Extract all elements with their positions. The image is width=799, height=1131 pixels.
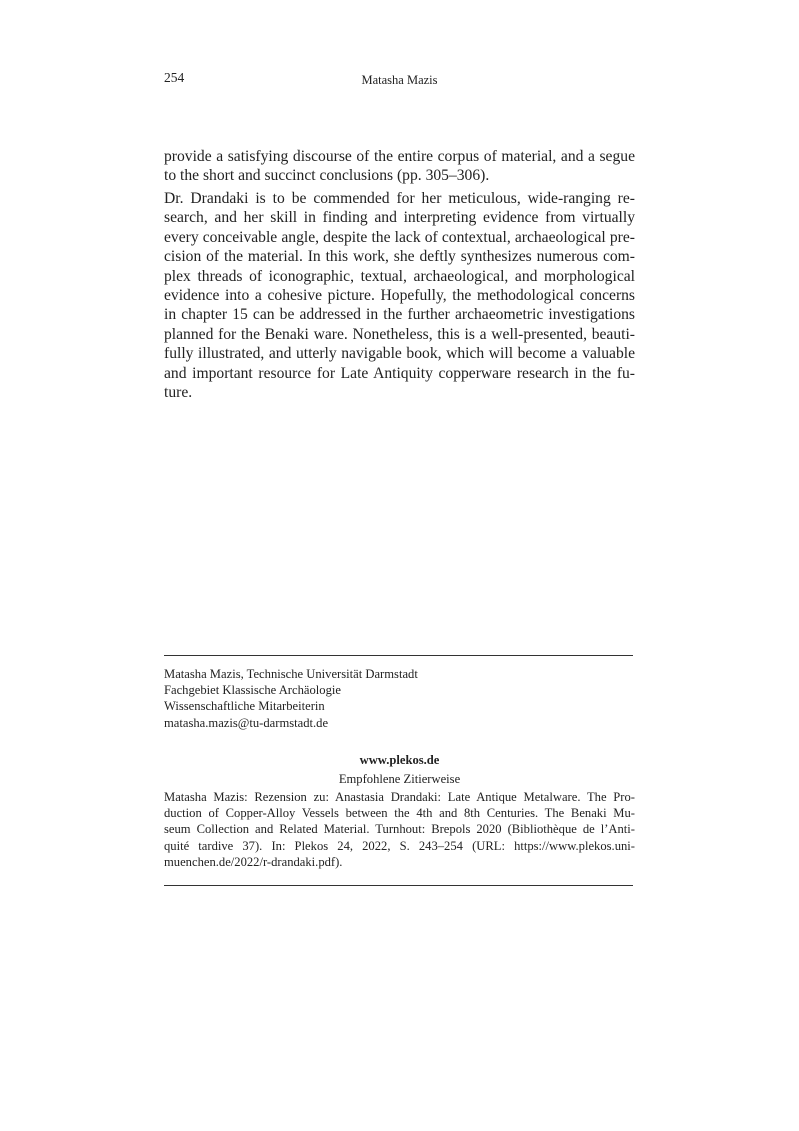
citation-line: Matasha Mazis: Rezension zu: Anastasia Drandaki: Late Antique Metalware. The Pro- <box>164 790 635 804</box>
affiliation-line: Wissenschaftliche Mitarbeiterin <box>164 699 325 714</box>
recommended-citation <box>164 789 635 870</box>
text-line: to the short and succinct conclusions (pp. 305–306). <box>164 167 490 185</box>
author-affiliation <box>164 666 635 731</box>
footer-divider-top <box>164 655 633 656</box>
citation-heading: Empfohlene Zitierweise <box>338 772 461 786</box>
citation-line: quité tardive 37). In: Plekos 24, 2022, S. 243–254 (URL: https://www.plekos.uni- <box>164 838 635 853</box>
text-line: fully illustrated, and utterly navigable book, which will become a valuable <box>164 345 635 363</box>
citation-line: duction of Copper-Alloy Vessels between the 4th and 8th Centuries. The Benaki Mu- <box>164 806 635 821</box>
text-line: evidence into a cohesive picture. Hopefully, the methodological concerns <box>164 287 635 305</box>
citation-line: muenchen.de/2022/r-drandaki.pdf). <box>164 854 343 869</box>
affiliation-line: Matasha Mazis, Technische Universität Darmstadt <box>164 667 418 681</box>
text-line: and important resource for Late Antiquity copperware research in the fu- <box>164 364 635 382</box>
text-line: cision of the material. In this work, she deftly synthesizes numerous com- <box>164 248 635 266</box>
text-line: ture. <box>164 384 193 402</box>
running-header-author: Matasha Mazis <box>361 73 438 87</box>
text-line: provide a satisfying discourse of the entire corpus of material, and a segue <box>164 148 635 165</box>
footer-divider-bottom <box>164 885 633 886</box>
text-line: every conceivable angle, despite the lack of contextual, archaeological pre- <box>164 228 635 246</box>
citation-line: seum Collection and Related Material. Turnhout: Brepols 2020 (Bibliothèque de l’Anti- <box>164 822 635 837</box>
author-email[interactable]: matasha.mazis@tu-darmstadt.de <box>164 715 329 730</box>
website-link[interactable]: www.plekos.de <box>359 753 440 767</box>
text-line: in chapter 15 can be addressed in the further archaeometric investigations <box>164 306 635 324</box>
text-line: planned for the Benaki ware. Nonetheless, this is a well-presented, beauti- <box>164 325 635 343</box>
text-line: Dr. Drandaki is to be commended for her meticulous, wide-ranging re- <box>164 190 635 207</box>
text-line: search, and her skill in finding and interpreting evidence from virtually <box>164 209 635 227</box>
affiliation-line: Fachgebiet Klassische Archäologie <box>164 683 341 698</box>
paragraph-1 <box>164 147 635 186</box>
page-number: 254 <box>164 70 185 85</box>
text-line: plex threads of iconographic, textual, archaeological, and morphological <box>164 267 635 285</box>
paragraph-2 <box>164 189 635 402</box>
